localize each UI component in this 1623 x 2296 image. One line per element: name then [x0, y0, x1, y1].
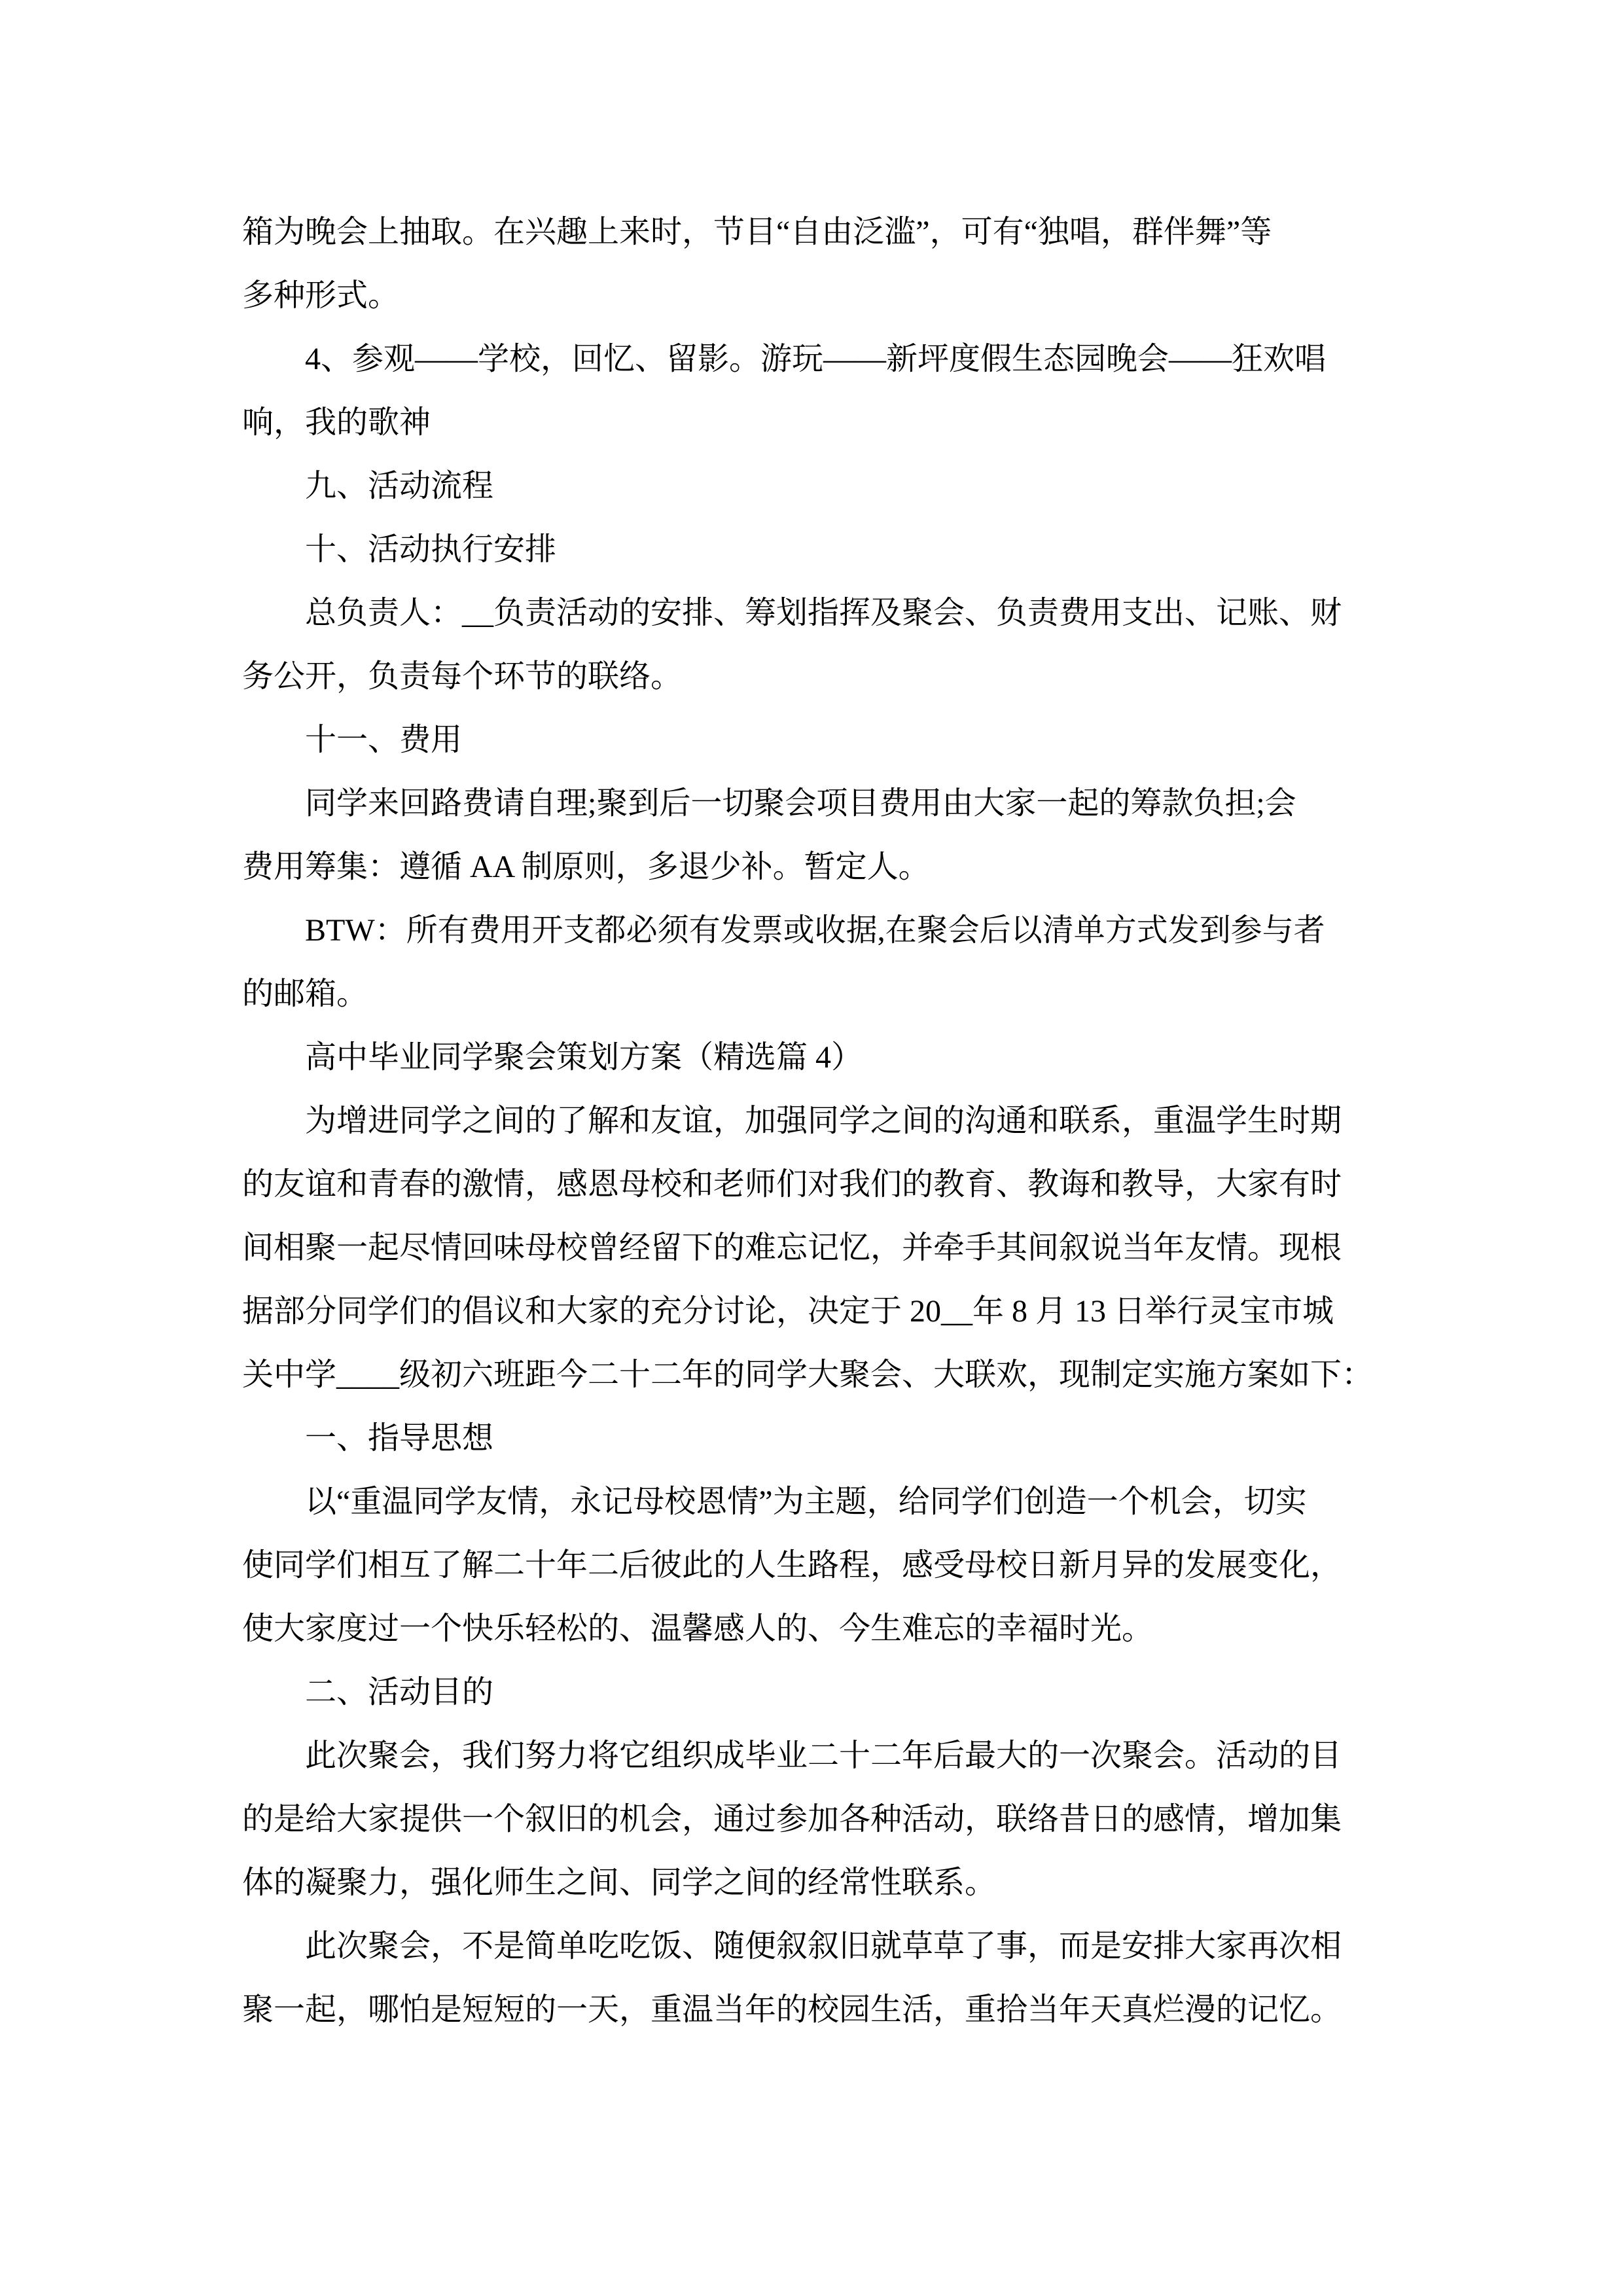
text-line: 4、参观——学校，回忆、留影。游玩——新坪度假生态园晚会——狂欢唱 — [305, 342, 1327, 376]
text-line: 费用筹集：遵循 AA 制原则，多退少补。暂定人。 — [242, 850, 930, 884]
text-line: BTW：所有费用开支都必须有发票或收据,在聚会后以清单方式发到参与者 — [305, 913, 1325, 948]
text-line: 间相聚一起尽情回味母校曾经留下的难忘记忆，并牵手其间叙说当年友情。现根 — [242, 1230, 1342, 1265]
text-line: 箱为晚会上抽取。在兴趣上来时，节目“自由泛滥”，可有“独唱，群伴舞”等 — [242, 215, 1272, 249]
text-line: 多种形式。 — [242, 278, 400, 313]
text-line: 一、指导思想 — [305, 1421, 494, 1456]
text-line: 据部分同学们的倡议和大家的充分讨论，决定于 20__年 8 月 13 日举行灵宝市城 — [242, 1294, 1334, 1329]
text-line: 以“重温同学友情，永记母校恩情”为主题，给同学们创造一个机会，切实 — [305, 1484, 1307, 1519]
text-line: 此次聚会，不是简单吃吃饭、随便叙叙旧就草草了事，而是安排大家再次相 — [305, 1929, 1342, 1964]
text-line: 的友谊和青春的激情，感恩母校和老师们对我们的教育、教诲和教导，大家有时 — [242, 1167, 1342, 1202]
text-line: 二、活动目的 — [305, 1675, 494, 1710]
text-line: 同学来回路费请自理;聚到后一切聚会项目费用由大家一起的筹款负担;会 — [305, 786, 1296, 821]
text-line: 九、活动流程 — [305, 469, 494, 503]
text-line: 响，我的歌神 — [242, 405, 431, 440]
text-line: 体的凝聚力，强化师生之间、同学之间的经常性联系。 — [242, 1865, 997, 1900]
section-title-line: 高中毕业同学聚会策划方案（精选篇 4） — [305, 1040, 863, 1075]
text-line: 使大家度过一个快乐轻松的、温馨感人的、今生难忘的幸福时光。 — [242, 1611, 1154, 1646]
text-line: 聚一起，哪怕是短短的一天，重温当年的校园生活，重拾当年天真烂漫的记忆。 — [242, 1992, 1342, 2027]
text-line: 的是给大家提供一个叙旧的机会，通过参加各种活动，联络昔日的感情，增加集 — [242, 1802, 1342, 1837]
text-line: 的邮箱。 — [242, 977, 368, 1011]
text-line: 十、活动执行安排 — [305, 532, 557, 567]
text-line: 使同学们相互了解二十年二后彼此的人生路程，感受母校日新月异的发展变化， — [242, 1548, 1342, 1583]
document-body — [242, 200, 1417, 2041]
text-line: 关中学____级初六班距今二十二年的同学大聚会、大联欢，现制定实施方案如下： — [242, 1357, 1374, 1392]
text-line: 为增进同学之间的了解和友谊，加强同学之间的沟通和联系，重温学生时期 — [305, 1103, 1342, 1138]
text-line: 此次聚会，我们努力将它组织成毕业二十二年后最大的一次聚会。活动的目 — [305, 1738, 1342, 1773]
text-line: 十一、费用 — [305, 723, 463, 757]
text-line: 总负责人：__负责活动的安排、筹划指挥及聚会、负责费用支出、记账、财 — [305, 596, 1342, 630]
text-line: 务公开，负责每个环节的联络。 — [242, 659, 683, 694]
